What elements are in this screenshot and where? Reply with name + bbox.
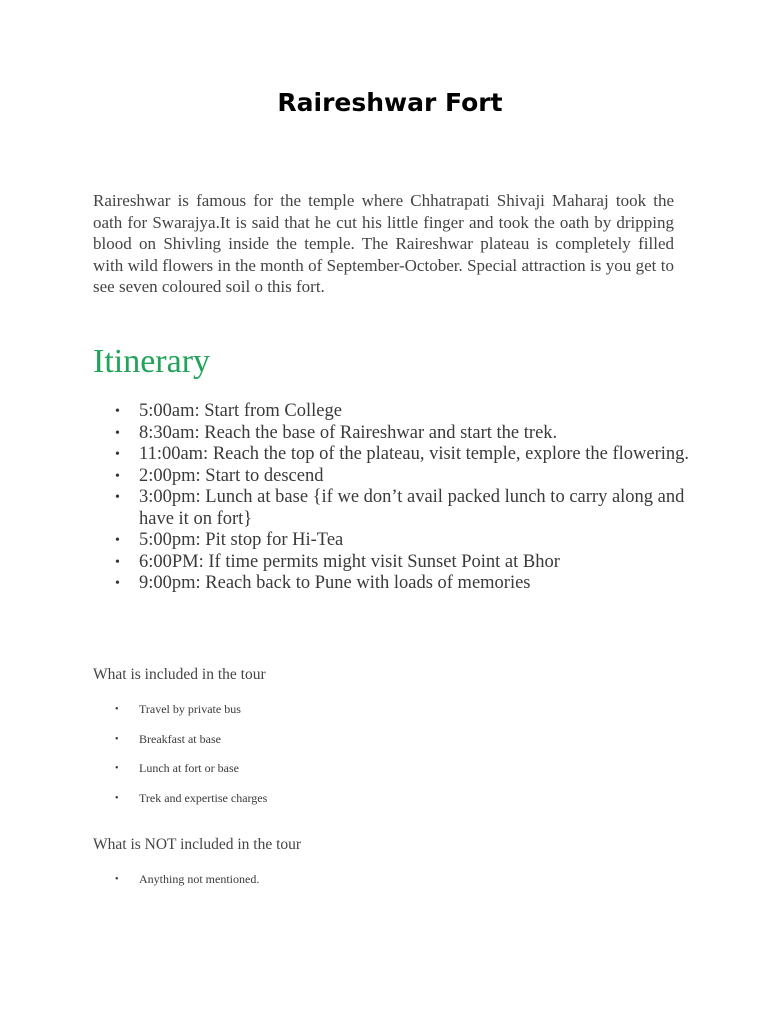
itinerary-item [93, 552, 693, 574]
itinerary-item-text: 8:30am: Reach the base of Raireshwar and start the trek. [139, 422, 558, 443]
bullet-icon: • [115, 447, 120, 462]
bullet-icon: • [115, 533, 120, 548]
included-item-text: Breakfast at base [139, 731, 221, 746]
itinerary-item [93, 401, 693, 423]
itinerary-item [93, 487, 693, 530]
not-included-item-text: Anything not mentioned. [139, 872, 260, 886]
not-included-list [93, 871, 259, 901]
not-included-heading: What is NOT included in the tour [93, 836, 302, 853]
itinerary-list [93, 401, 693, 595]
bullet-icon: • [115, 468, 120, 484]
bullet-icon: • [115, 733, 119, 745]
bullet-icon: • [115, 704, 119, 715]
included-list [93, 701, 267, 819]
bullet-icon: • [115, 763, 119, 774]
itinerary-item-text: 2:00pm: Start to descend [139, 465, 324, 486]
itinerary-item-text: 9:00pm: Reach back to Pune with loads of memories [139, 573, 531, 593]
included-item-text: Travel by private bus [139, 702, 241, 716]
bullet-icon: • [115, 425, 120, 441]
itinerary-item [93, 530, 693, 552]
bullet-icon: • [115, 792, 119, 804]
itinerary-item [93, 573, 693, 595]
itinerary-item-text: 5:00am: Start from College [139, 401, 342, 421]
included-item-text: Lunch at fort or base [139, 761, 239, 775]
included-item [93, 731, 267, 761]
bullet-icon: • [115, 874, 119, 885]
included-heading: What is included in the tour [93, 666, 266, 683]
itinerary-heading: Itinerary [93, 343, 211, 380]
bullet-icon: • [115, 404, 120, 419]
included-item [93, 760, 267, 790]
bullet-icon: • [115, 554, 120, 570]
itinerary-item [93, 423, 693, 445]
included-item [93, 701, 267, 731]
included-item-text: Trek and expertise charges [139, 790, 268, 805]
itinerary-item [93, 444, 693, 466]
intro-paragraph: Raireshwar is famous for the temple where Chhatrapati Shivaji Maharaj took the oath for Swarajya.It is said that he cut his little finger and took the oath by dripping blood on Shivling inside the temple. The Raireshwar plateau is completely filled with wild flowers in the month of September-October. Special attraction is you get to see seven coloured soil o this fort. [93, 191, 674, 296]
included-item [93, 790, 267, 820]
bullet-icon: • [115, 576, 120, 591]
not-included-item [93, 871, 259, 901]
itinerary-item-text: 3:00pm: Lunch at base {if we don’t avail packed lunch to carry along and have it on fort} [139, 487, 685, 529]
itinerary-item-text: 6:00PM: If time permits might visit Sunset Point at Bhor [139, 551, 560, 572]
page-title: Raireshwar Fort [277, 88, 503, 117]
itinerary-item-text: 5:00pm: Pit stop for Hi-Tea [139, 530, 344, 550]
itinerary-item [93, 466, 693, 488]
itinerary-item-text: 11:00am: Reach the top of the plateau, visit temple, explore the flowering. [139, 444, 690, 464]
bullet-icon: • [115, 490, 120, 505]
